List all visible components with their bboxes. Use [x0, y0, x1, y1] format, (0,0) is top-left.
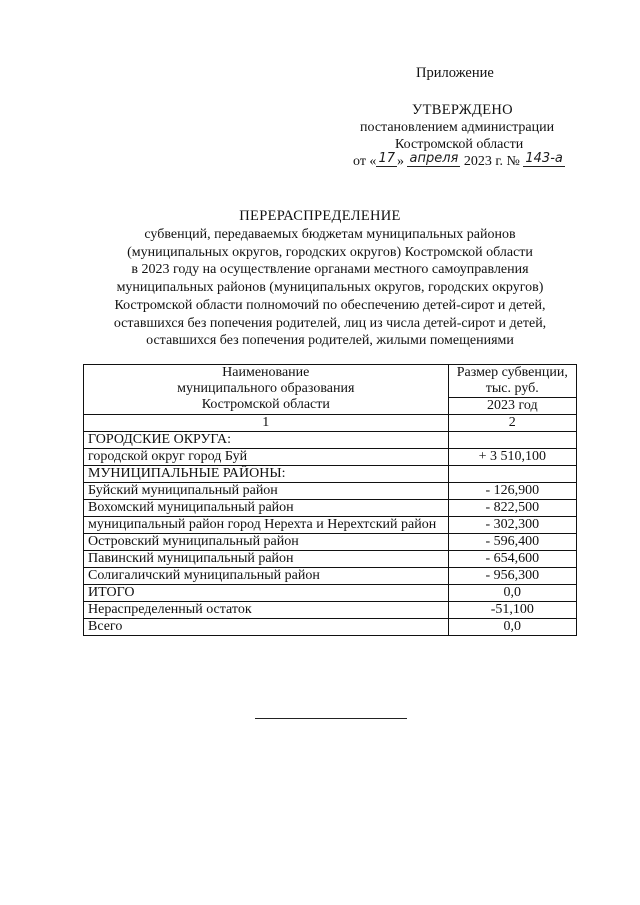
table-row — [84, 551, 577, 568]
row-value: - 654,600 — [448, 551, 576, 568]
date-day-handwritten: 17 — [378, 151, 395, 166]
row-name: городской округ город Буй — [84, 449, 449, 466]
row-name: Всего — [84, 619, 449, 636]
date-quote-close: » — [396, 154, 404, 169]
row-name: ГОРОДСКИЕ ОКРУГА: — [84, 432, 449, 449]
col1-header-line: Костромской области — [201, 397, 330, 412]
subvention-table — [83, 364, 577, 636]
table-row — [84, 483, 577, 500]
col1-header — [84, 365, 449, 415]
row-name: Нераспределенный остаток — [84, 602, 449, 619]
table-header-row — [84, 365, 577, 398]
subtitle-line: муниципальных районов (муниципальных округов, городских округов) — [116, 280, 544, 296]
col2-header — [448, 365, 576, 398]
row-value — [448, 432, 576, 449]
approved-by-line1: постановлением администрации — [360, 120, 555, 135]
approval-date-line — [353, 151, 565, 170]
subtitle-line: Костромской области полномочий по обеспечению детей-сирот и детей, — [114, 297, 546, 313]
col2-year: 2023 год — [448, 398, 576, 415]
row-name: ИТОГО — [84, 585, 449, 602]
row-value: - 126,900 — [448, 483, 576, 500]
table-row — [84, 534, 577, 551]
appendix-label: Приложение — [416, 65, 494, 81]
table-row — [84, 500, 577, 517]
row-value: - 822,500 — [448, 500, 576, 517]
date-prefix: от « — [353, 154, 377, 169]
row-value: + 3 510,100 — [448, 449, 576, 466]
row-name: Вохомский муниципальный район — [84, 500, 449, 517]
subtitle-line: оставшихся без попечения родителей, жилыми помещениями — [146, 333, 514, 349]
row-value: -51,100 — [448, 602, 576, 619]
col1-header-line: Наименование — [222, 365, 310, 380]
document-subtitle — [70, 226, 590, 350]
row-name: Павинский муниципальный район — [84, 551, 449, 568]
col2-header-line: Размер субвенции, — [456, 365, 568, 380]
row-name: Солигаличский муниципальный район — [84, 568, 449, 585]
subtitle-line: (муниципальных округов, городских округов) Костромской области — [127, 244, 533, 260]
row-value: - 302,300 — [448, 517, 576, 534]
document-title: ПЕРЕРАСПРЕДЕЛЕНИЕ — [239, 208, 401, 224]
subtitle-line: оставшихся без попечения родителей, лиц из числа детей-сирот и детей, — [113, 315, 547, 331]
date-month-handwritten: апреля — [409, 151, 459, 166]
column-number-row — [84, 415, 577, 432]
row-value: - 596,400 — [448, 534, 576, 551]
row-name: МУНИЦИПАЛЬНЫЕ РАЙОНЫ: — [84, 466, 449, 483]
col2-header-line: тыс. руб. — [485, 381, 539, 396]
row-name: Буйский муниципальный район — [84, 483, 449, 500]
table-row — [84, 602, 577, 619]
row-name: муниципальный район город Нерехта и Нерехтский район — [84, 517, 449, 534]
table-row — [84, 517, 577, 534]
col1-header-line: муниципального образования — [177, 381, 355, 396]
doc-number-handwritten: 143-а — [525, 151, 563, 166]
row-value — [448, 466, 576, 483]
table-row — [84, 619, 577, 636]
col-number-1: 1 — [84, 415, 449, 432]
col-number-2: 2 — [448, 415, 576, 432]
subtitle-line: субвенций, передаваемых бюджетам муниципальных районов — [144, 227, 516, 242]
table-row — [84, 466, 577, 483]
table-row — [84, 449, 577, 466]
approved-stamp-text: УТВЕРЖДЕНО — [412, 102, 513, 118]
row-value: 0,0 — [448, 619, 576, 636]
row-value: 0,0 — [448, 585, 576, 602]
footer-divider — [255, 718, 407, 719]
table-row — [84, 432, 577, 449]
row-name: Островский муниципальный район — [84, 534, 449, 551]
date-year-text: 2023 г. № — [463, 154, 520, 169]
row-value: - 956,300 — [448, 568, 576, 585]
table-row — [84, 568, 577, 585]
approved-by-line2: Костромской области — [395, 137, 524, 152]
table-row — [84, 585, 577, 602]
subtitle-line: в 2023 году на осуществление органами местного самоуправления — [131, 262, 529, 278]
